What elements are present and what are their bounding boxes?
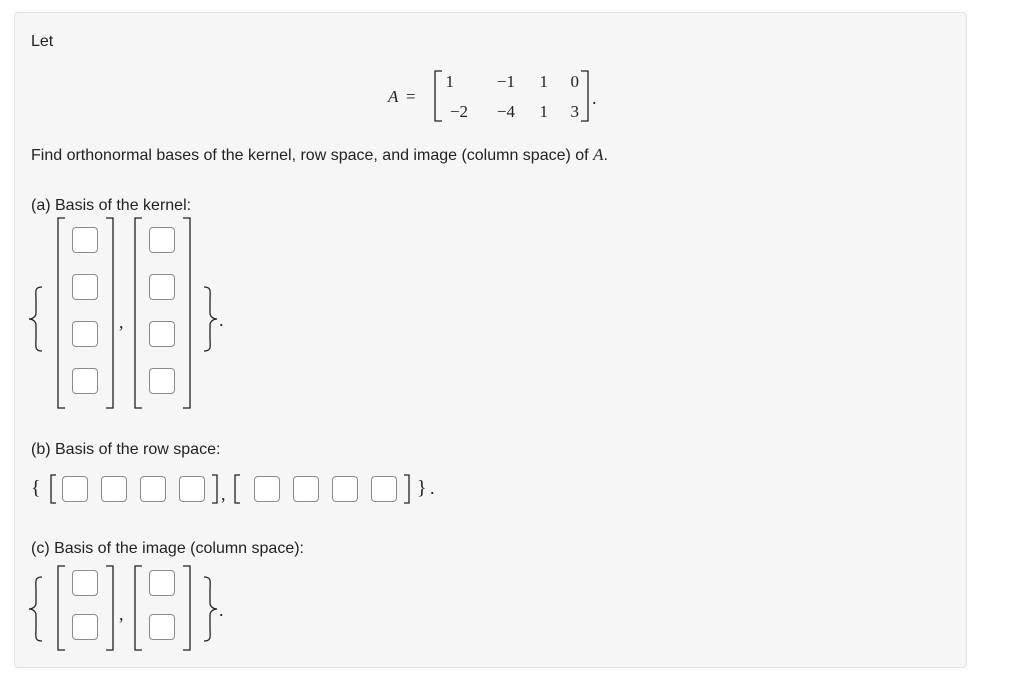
image-v1-entry-1[interactable] [72,570,98,596]
image-vector-1-left-bracket [57,565,67,651]
image-open-brace [26,576,46,642]
row-space-vector-2-left-bracket [234,474,242,504]
row-space-v1-entry-1[interactable] [62,476,88,502]
matrix-cell-r2c3: 1 [539,102,548,121]
row-space-label: (b) Basis of the row space: [31,441,221,458]
kernel-v1-entry-3[interactable] [72,321,98,347]
kernel-close-brace [200,286,220,352]
matrix-cell-r1c3: 1 [539,72,548,91]
row-space-vector-1-left-bracket [50,474,58,504]
kernel-v2-entry-3[interactable] [149,321,175,347]
kernel-v2-entry-2[interactable] [149,274,175,300]
kernel-vector-2-right-bracket [182,217,192,409]
matrix-cell-r2c4: 3 [570,102,579,121]
kernel-vector-2-left-bracket [134,217,144,409]
row-space-close-brace: } [417,477,427,499]
matrix-cell-r1c4: 0 [570,72,579,91]
image-vector-1-right-bracket [105,565,115,651]
kernel-open-brace [26,286,46,352]
kernel-v1-entry-2[interactable] [72,274,98,300]
row-space-v2-entry-4[interactable] [371,476,397,502]
kernel-vector-1-right-bracket [105,217,115,409]
row-space-v1-entry-2[interactable] [101,476,127,502]
image-vector-2-right-bracket [182,565,192,651]
image-vector-2-left-bracket [134,565,144,651]
prompt-end: . [603,147,608,164]
kernel-comma: , [119,312,124,332]
kernel-v2-entry-1[interactable] [149,227,175,253]
kernel-v2-entry-4[interactable] [149,368,175,394]
prompt-var: A [593,145,604,164]
row-space-v1-entry-4[interactable] [179,476,205,502]
row-space-v2-entry-1[interactable] [254,476,280,502]
image-v1-entry-2[interactable] [72,614,98,640]
image-label: (c) Basis of the image (column space): [31,540,304,557]
row-space-vector-2-right-bracket [403,474,411,504]
row-space-end-period: . [430,478,435,498]
row-space-v2-entry-3[interactable] [332,476,358,502]
question-prompt [31,145,608,166]
kernel-vector-1-left-bracket [57,217,67,409]
image-close-brace [200,576,220,642]
row-space-vector-1-right-bracket [211,474,219,504]
kernel-label: (a) Basis of the kernel: [31,197,192,214]
image-v2-entry-2[interactable] [149,614,175,640]
kernel-v1-entry-4[interactable] [72,368,98,394]
matrix-cell-r1c2: −1 [496,72,515,91]
kernel-v1-entry-1[interactable] [72,227,98,253]
row-space-v1-entry-3[interactable] [140,476,166,502]
image-end-period: . [219,600,224,620]
matrix-cell-r1c1: 1 [445,72,454,91]
equals-sign: = [406,87,416,106]
matrix-cell-r2c2: −4 [496,102,515,121]
matrix-right-bracket [580,70,590,122]
kernel-end-period: . [219,310,224,330]
row-space-v2-entry-2[interactable] [293,476,319,502]
matrix-label: A [388,87,399,106]
intro-text: Let [31,33,54,50]
matrix-end-period: . [592,88,597,108]
matrix-cell-r2c1: −2 [449,102,468,121]
row-space-comma: , [221,484,226,504]
image-comma: , [119,604,124,624]
image-v2-entry-1[interactable] [149,570,175,596]
row-space-open-brace: { [31,477,41,499]
prompt-text: Find orthonormal bases of the kernel, row space, and image (column space) of [31,147,594,164]
